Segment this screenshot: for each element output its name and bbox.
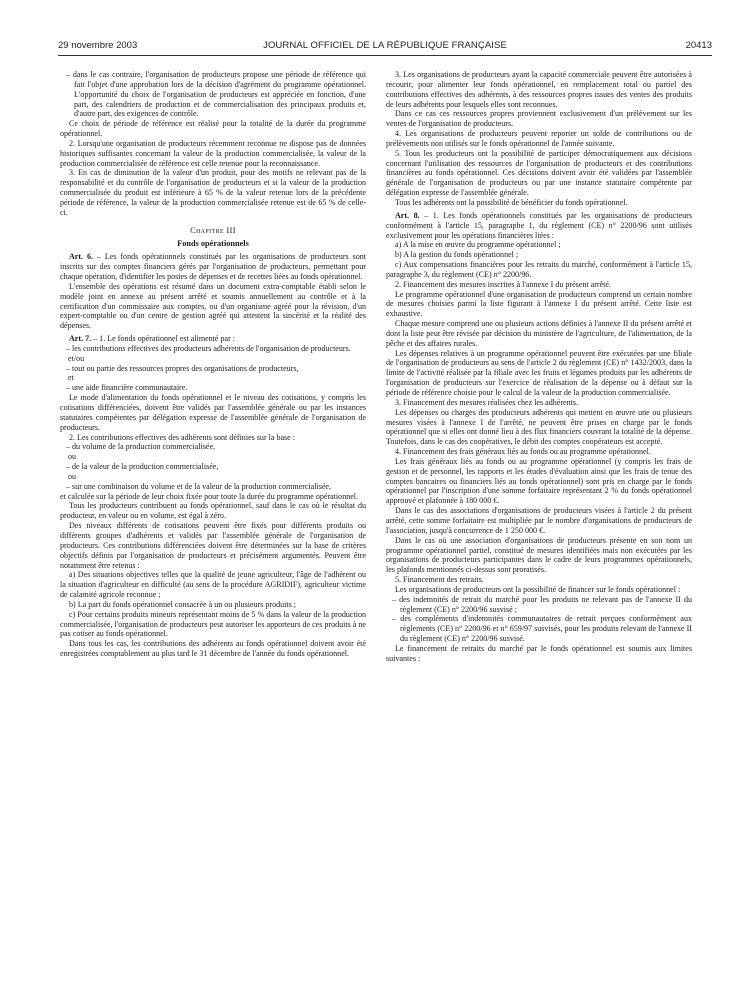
article-label: Art. 7. (69, 334, 92, 344)
paragraph: Le programme opérationnel d'une organisation de producteurs comprend un certain nombre de mesures choisies parmi la liste figurant à l'annexe I du présent arrêté. Cette liste est exhaustive. (386, 289, 692, 319)
article-label: Art. 6. (69, 252, 94, 262)
paragraph: Tous les adhérents ont la possibilité de bénéficier du fonds opérationnel. (395, 197, 628, 207)
list-item: c) Aux compensations financières pour les retraits du marché, conformément à l'article 15, paragraphe 3, du règlement (CE) n° 2200/96. (386, 260, 692, 279)
paragraph: 2. Les contributions effectives des adhérents sont définies sur la base : (69, 432, 295, 442)
list-item: – des indemnités de retrait du marché pour les produits ne relevant pas de l'annexe II du règlement (CE) n° 2200/96 susvisé ; (392, 594, 692, 614)
header-rule (58, 55, 712, 56)
paragraph: Les dépenses relatives à un programme opérationnel peuvent être exécutées par une filiale de l'organisation de producteurs au sens de l'article 2 du règlement (CE) n° 1432/2003, dans la limite de l'activité réalisée par la filiale avec les fruits et légumes produits par les adhérents de l'organisation de producteurs sur l'exercice de réalisation de la dépense ou à défaut sur la période de référence choisie pour le calcul de la valeur de la production commercialisée. (386, 348, 692, 397)
article-text: – 1. Les fonds opérationnels constitués par les organisations de producteurs conformément à l'article 15, paragraphe 1, du règlement (CE) n° 2200/96 sont utilisés exclusivement pour les opérations financières liées : (386, 210, 692, 240)
paragraph: b) La part du fonds opérationnel consacrée à un ou plusieurs produits ; (69, 599, 297, 609)
conjunction: et/ou (68, 353, 85, 363)
list-item: – les contributions effectives des producteurs adhérents de l'organisation de producteurs. (66, 343, 351, 353)
paragraph: Des niveaux différents de cotisations peuvent être fixés pour différents produits ou différents groupes d'adhérents et validés par l'assemblée générale de l'organisation de producteurs. Ces contributions différenciées doivent être déterminées sur la base de critères objectifs définis par l'organisation de producteurs et précisément argumentés. Peuvent être notamment être retenus : (60, 521, 366, 570)
paragraph: Les dépenses ou charges des producteurs adhérents qui mettent en œuvre une ou plusieurs mesures visées à l'annexe I de l'arrêté, ne peuvent être prises en charge par le fonds opérationnel que si elles ont donné lieu à des flux financiers couvrant la totalité de la dépense. Toutefois, dans le cas des coopératives, le débit des comptes coopérateurs est accepté. (386, 407, 692, 447)
paragraph: L'ensemble des opérations est résumé dans un document extra-comptable établi selon le modèle joint en annexe au présent arrêté et soumis annuellement au contrôle et à la certification d'un commissaire aux comptes, ou d'un organisme agréé pour la révision, d'un expert-comptable ou d'un centre de gestion agréé qui attestent la sincérité et la réalité des dépenses. (60, 281, 366, 331)
paragraph: Dans tous les cas, les contributions des adhérents au fonds opérationnel doivent avoir été enregistrées comptablement au plus tard le 31 décembre de l'année du fonds opérationnel. (60, 639, 366, 659)
conjunction: ou (68, 452, 77, 462)
paragraph: Tous les producteurs contribuent au fonds opérationnel, sauf dans le cas où le résultat du producteur, en valeur ou en volume, est égal à zéro. (60, 501, 366, 521)
paragraph: a) Des situations objectives telles que la qualité de jeune agriculteur, l'âge de l'adhérent ou la situation d'agriculteur en difficulté (au sens de la procédure AGRIDIF), agriculteur victime de calamité agricole reconnue ; (60, 570, 366, 600)
list-item: – du volume de la production commercialisée, (66, 442, 216, 452)
article-7 (60, 334, 366, 344)
header-date: 29 novembre 2003 (58, 40, 138, 51)
paragraph: Ce choix de période de référence est réalisé pour la totalité de la durée du programme opérationnel. (60, 119, 366, 139)
list-item: b) A la gestion du fonds opérationnel ; (395, 250, 519, 260)
paragraph: Dans le cas où une association d'organisations de producteurs présente en son nom un programme opérationnel partiel, constitué de mesures identifiées mais non exécutées par les organisations de producteurs participantes dans le cadre de leurs programmes opérationnels, les plafonds mentionnés ci-dessus sont proratisés. (386, 535, 692, 575)
paragraph: Les organisations de producteurs ont la possibilité de financer sur le fonds opérationnel : (395, 584, 681, 594)
list-item: – une aide financière communautaire. (66, 383, 188, 393)
conjunction: ou (68, 471, 77, 481)
list-item: – sur une combinaison du volume et de la valeur de la production commercialisée, (66, 481, 332, 491)
paragraph: 2. Lorsqu'une organisation de producteurs récemment reconnue ne dispose pas de données historiques suffisantes concernant la valeur de la production commercialisée, la valeur de la production commercialisée de référence est celle retenue pour la reconnaissance. (60, 138, 366, 168)
journal-title: JOURNAL OFFICIEL DE LA RÉPUBLIQUE FRANÇAISE (263, 40, 507, 51)
list-item: – des compléments d'indemnités communautaires de retrait perçues conformément aux règlements (CE) n° 2200/96 et n° 659/97 susvisés, pour les produits relevant de l'annexe II du règlement (CE) n° 2200/96 susvisé. (392, 614, 692, 644)
list-item: a) A la mise en œuvre du programme opérationnel ; (395, 240, 561, 250)
left-column (60, 70, 366, 659)
list-item: – tout ou partie des ressources propres des organisations de producteurs, (66, 363, 299, 373)
page-number: 20413 (685, 40, 712, 51)
paragraph: Chaque mesure comprend une ou plusieurs actions définies à l'annexe II du présent arrêté et dont la liste peut être révisée par décision du ministère de l'agriculture, de l'alimentation, de la pêche et des affaires rurales. (386, 319, 692, 348)
paragraph: 3. Financement des mesures réalisées chez les adhérents. (395, 397, 578, 407)
paragraph: Dans le cas des associations d'organisations de producteurs visées à l'article 2 du présent arrêté, cette somme forfaitaire est multipliée par le nombre d'organisations de producteurs de l'association, jusqu'à concurrence de 1 250 000 €. (386, 506, 692, 535)
paragraph: – dans le cas contraire, l'organisation de producteurs propose une période de référence qui fait l'objet d'une approbation lors de la décision d'agrément du programme opérationnel. L'opportunité du choix de l'organisation de producteurs est appréciée en fonction, d'une part, des calendriers de production et de commercialisation des principaux produits et, d'autre part, des exigences de contrôle. (66, 70, 366, 119)
article-text: – Les fonds opérationnels constitués par les organisations de producteurs sont inscrits sur des comptes financiers gérés par l'organisation de producteurs, permettant pour chaque opération, d'identifier les postes de dépenses et de recettes liées au fonds opérationnel. (60, 252, 366, 282)
paragraph: 5. Financement des retraits. (395, 575, 484, 585)
paragraph: Le mode d'alimentation du fonds opérationnel et le niveau des cotisations, y compris les cotisations différenciées, doivent être validés par l'assemblée générale ou par les instances statutaires compétentes par délégation expresse de l'assemblée générale de l'organisation de producteurs. (60, 393, 366, 432)
paragraph: et calculée sur la période de leur choix fixée pour toute la durée du programme opérationnel. (60, 491, 359, 501)
paragraph: 4. Financement des frais généraux liés au fonds ou au programme opérationnel. (395, 447, 651, 457)
paragraph: 5. Tous les producteurs ont la possibilité de participer démocratiquement aux décisions concernant l'utilisation des ressources de l'organisation de producteurs et des contributions financières au fonds opérationnel. Ces décisions doivent avoir été validées par l'assemblée générale de l'organisation de producteurs ou par une instance statutaire compétente par délégation expresse de l'assemblée générale. (386, 148, 692, 198)
paragraph: Le financement de retraits du marché par le fonds opérationnel est soumis aux limites suivantes : (386, 643, 692, 663)
list-item: – de la valeur de la production commercialisée, (66, 462, 219, 472)
paragraph: 3. Les organisations de producteurs ayant la capacité commerciale peuvent être autorisées à recourir, pour alimenter leur fonds opérationnel, en remplacement total ou partiel des contributions effectives des adhérents, à des ressources propres issues des ventes des produits de leurs adhérents pour lesquels elles sont reconnues. (386, 70, 692, 109)
paragraph: Les frais généraux liés au fonds ou au programme opérationnel (y compris les frais de gestion et de personnel, les rapports et les études d'évaluation ainsi que les frais de tenue des comptes bancaires ou financiers liés au fonds opérationnel) sont pris en charge par le fonds opérationnel par l'inscription d'une somme forfaitaire représentant 2 % du fonds opérationnel approuvé et plafonnée à 180 000 €. (386, 456, 692, 506)
paragraph: 2. Financement des mesures inscrites à l'annexe I du présent arrêté. (395, 279, 611, 289)
conjunction: et (68, 373, 74, 383)
section-heading: Fonds opérationnels (177, 238, 249, 248)
paragraph: 4. Les organisations de producteurs peuvent reporter un solde de contributions ou de prélèvements non utilisés sur le fonds opérationnel de l'année suivante. (386, 129, 692, 148)
article-label: Art. 8. (395, 210, 420, 220)
chapter-heading: Chapitre III (190, 225, 236, 235)
right-column (386, 70, 692, 664)
paragraph: c) Pour certains produits mineurs représentant moins de 5 % dans la valeur de la production commercialisée, l'organisation de producteurs peut autoriser les apporteurs de ces produits à ne pas cotiser au fonds opérationnel. (60, 609, 366, 639)
article-8 (386, 211, 692, 241)
paragraph: 3. En cas de diminution de la valeur d'un produit, pour des motifs ne relevant pas de la responsabilité et du contrôle de l'organisation de producteurs et si la valeur de la production commercialisée du produit est inférieure à 65 % de la valeur retenue lors de la précédente période de référence, la valeur de la production commercialisée retenue est de 65 % de celle-ci. (60, 168, 366, 217)
page-header (58, 40, 712, 54)
article-6 (60, 252, 366, 282)
paragraph: Dans ce cas ces ressources propres proviennent exclusivement d'un prélèvement sur les ventes de l'organisation de producteurs. (386, 109, 692, 129)
article-text: – 1. Le fonds opérationnel est alimenté par : (91, 334, 236, 344)
